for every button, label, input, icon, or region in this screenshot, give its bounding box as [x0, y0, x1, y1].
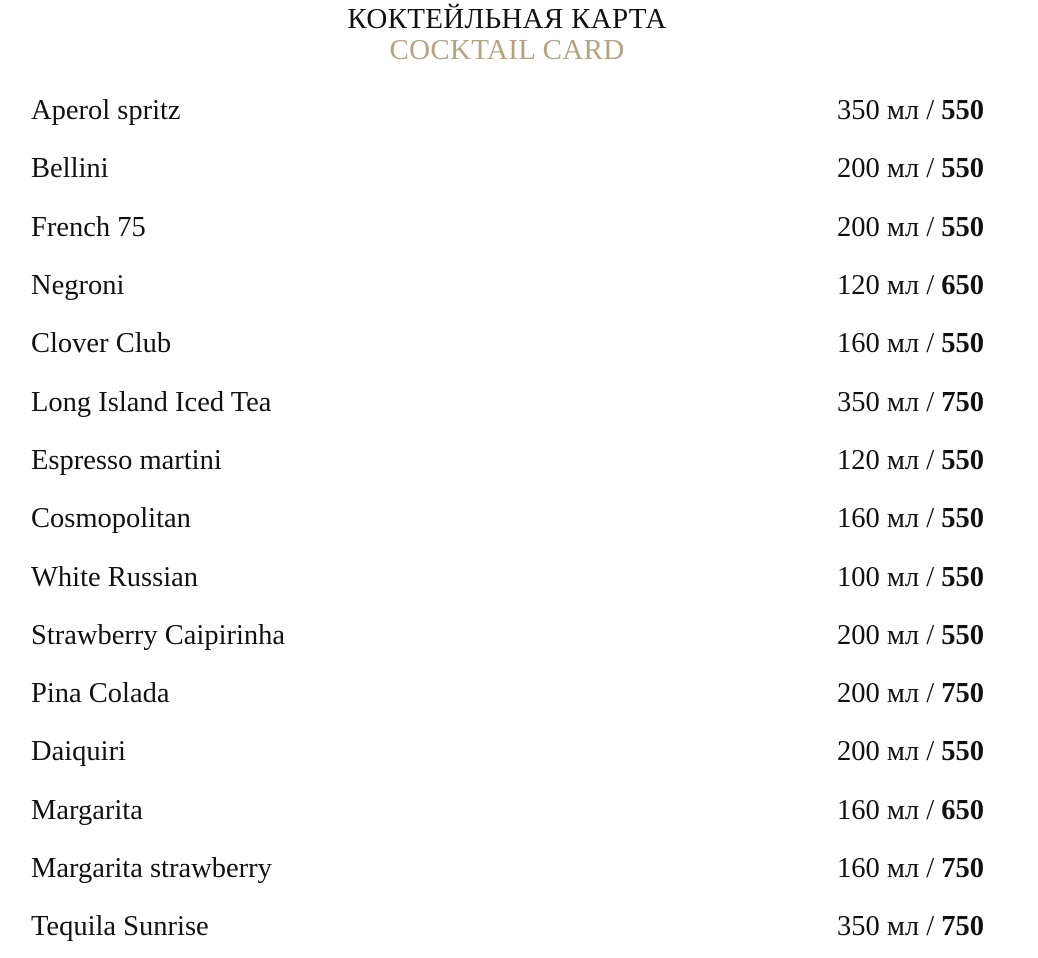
menu-item [31, 492, 984, 550]
volume-price [837, 212, 984, 244]
cocktail-price: 550 [941, 444, 984, 476]
menu-item [31, 667, 984, 725]
cocktail-name: Tequila Sunrise [31, 911, 209, 943]
menu-item [31, 434, 984, 492]
menu-item [31, 259, 984, 317]
menu-item [31, 784, 984, 842]
separator: / [926, 619, 935, 651]
menu-header [0, 3, 1014, 65]
menu-item [31, 142, 984, 200]
cocktail-price: 750 [941, 853, 984, 884]
volume-price [837, 678, 984, 710]
menu-item [31, 84, 984, 142]
volume-price [837, 853, 984, 885]
cocktail-name: Margarita [31, 794, 143, 826]
separator: / [926, 678, 935, 710]
cocktail-list [31, 84, 984, 958]
volume-price [837, 387, 984, 419]
cocktail-name: French 75 [31, 211, 146, 243]
volume-price [837, 445, 984, 477]
separator: / [926, 444, 935, 476]
separator: / [926, 386, 935, 418]
cocktail-volume: 200 мл [836, 211, 920, 243]
cocktail-name: Daiquiri [31, 736, 126, 768]
cocktail-volume: 200 мл [836, 153, 920, 185]
volume-price [837, 328, 984, 360]
separator: / [926, 794, 935, 826]
cocktail-name: Long Island Iced Tea [31, 386, 272, 418]
cocktail-price: 550 [941, 95, 984, 127]
cocktail-price: 750 [941, 911, 984, 943]
volume-price [837, 562, 984, 594]
cocktail-name: White Russian [31, 561, 199, 593]
menu-item [31, 375, 984, 433]
cocktail-name: Bellini [31, 153, 109, 185]
cocktail-volume: 350 мл [836, 386, 920, 418]
cocktail-name: Espresso martini [31, 444, 222, 476]
menu-item [31, 317, 984, 375]
menu-item [31, 609, 984, 667]
cocktail-price: 750 [941, 678, 984, 710]
volume-price [837, 95, 984, 127]
cocktail-price: 550 [941, 619, 984, 651]
cocktail-volume: 160 мл [836, 503, 920, 535]
separator: / [926, 270, 935, 302]
cocktail-price: 650 [941, 270, 984, 302]
volume-price [837, 736, 984, 768]
cocktail-price: 550 [941, 503, 984, 535]
cocktail-volume: 200 мл [836, 736, 920, 768]
cocktail-volume: 200 мл [836, 619, 920, 651]
cocktail-price: 550 [941, 736, 984, 768]
separator: / [926, 95, 935, 127]
title-english: COCKTAIL CARD [389, 34, 625, 66]
cocktail-name: Clover Club [31, 328, 172, 360]
cocktail-volume: 160 мл [836, 328, 920, 360]
separator: / [926, 211, 935, 243]
cocktail-price: 550 [941, 153, 984, 185]
cocktail-volume: 350 мл [836, 95, 920, 127]
cocktail-name: Aperol spritz [31, 95, 181, 127]
cocktail-name: Strawberry Caipirinha [31, 619, 286, 651]
menu-item [31, 900, 984, 958]
cocktail-volume: 160 мл [836, 794, 920, 826]
cocktail-name: Margarita strawberry [31, 853, 272, 884]
cocktail-volume: 120 мл [836, 270, 920, 302]
menu-item [31, 842, 984, 900]
separator: / [926, 503, 935, 535]
volume-price [837, 503, 984, 535]
volume-price [837, 795, 984, 827]
cocktail-volume: 350 мл [836, 911, 920, 943]
separator: / [926, 328, 935, 360]
cocktail-price: 750 [941, 386, 984, 418]
cocktail-volume: 160 мл [836, 853, 920, 884]
separator: / [926, 561, 935, 593]
separator: / [926, 153, 935, 185]
cocktail-name: Cosmopolitan [31, 503, 191, 535]
cocktail-price: 550 [941, 561, 984, 593]
cocktail-name: Pina Colada [31, 678, 170, 710]
cocktail-price: 550 [941, 328, 984, 360]
menu-item [31, 201, 984, 259]
volume-price [837, 911, 984, 943]
menu-item [31, 725, 984, 783]
menu-item [31, 550, 984, 608]
separator: / [926, 911, 935, 943]
volume-price [837, 153, 984, 185]
cocktail-volume: 100 мл [836, 561, 920, 593]
cocktail-price: 650 [941, 794, 984, 826]
separator: / [926, 736, 935, 768]
volume-price [837, 620, 984, 652]
cocktail-volume: 200 мл [836, 678, 920, 710]
separator: / [926, 853, 935, 884]
title-russian: КОКТЕЙЛЬНАЯ КАРТА [347, 3, 667, 35]
cocktail-name: Negroni [31, 270, 125, 302]
cocktail-price: 550 [941, 211, 984, 243]
cocktail-volume: 120 мл [836, 444, 920, 476]
volume-price [837, 270, 984, 302]
